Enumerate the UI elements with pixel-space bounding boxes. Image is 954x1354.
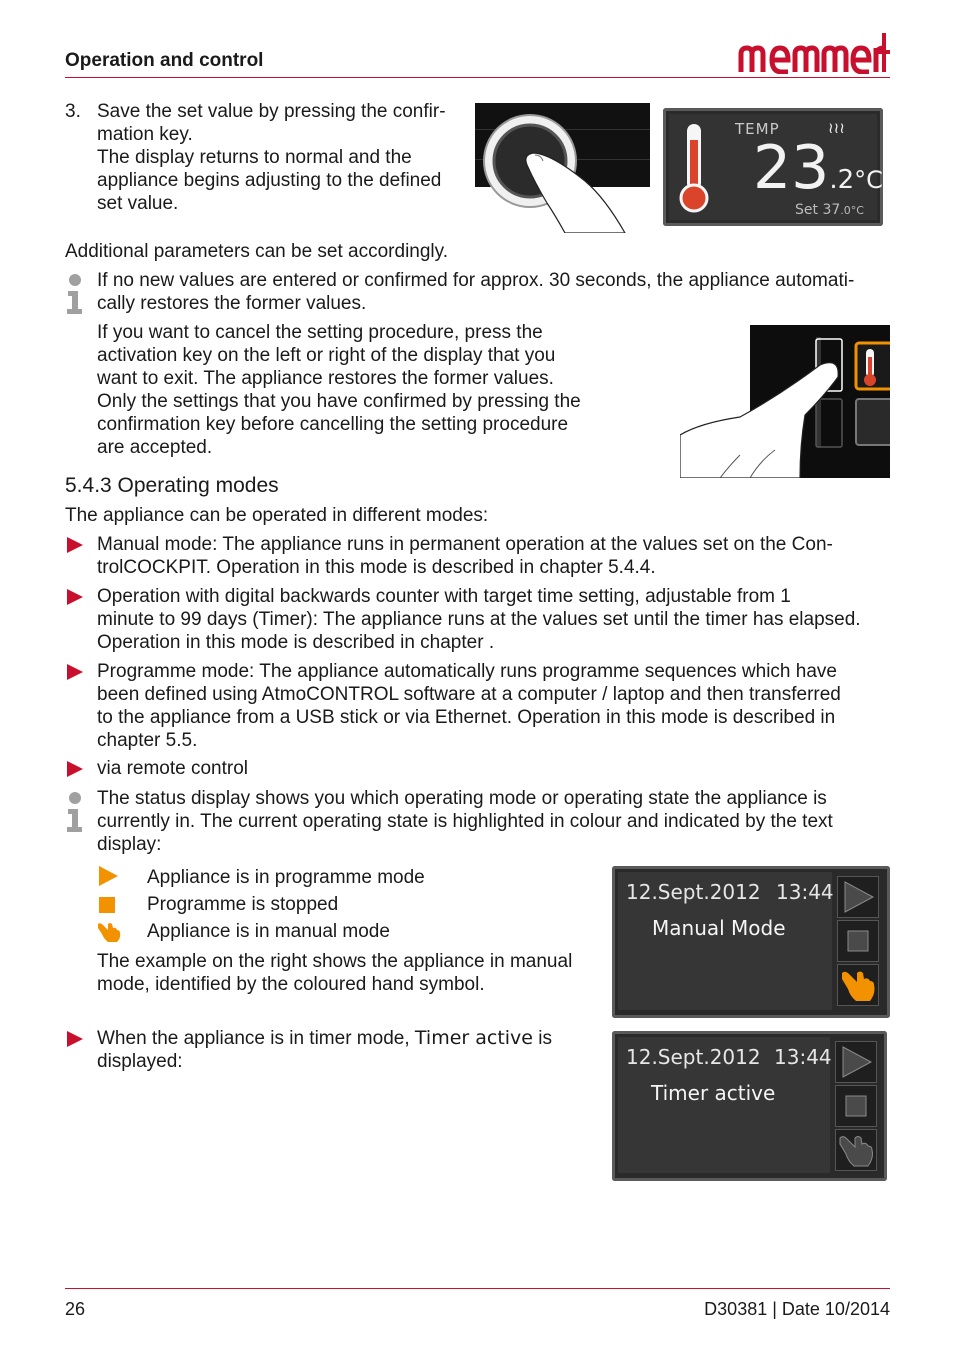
header-rule <box>65 77 890 78</box>
stop-icon <box>836 1086 876 1126</box>
stop-button[interactable] <box>835 1085 877 1127</box>
legend-manual-mode: Appliance is in manual mode <box>147 921 390 942</box>
bullet-arrow-icon <box>66 536 84 554</box>
play-icon <box>96 864 122 888</box>
bullet-timer-mode: Operation with digital backwards counter with target time setting, adjustable from 1 minute to 99 days (Timer): The appliance runs at the values set until the timer has elapsed. Operation in this mode is described in chapter . <box>97 586 861 653</box>
step-number: 3. <box>65 101 81 122</box>
hand-icon <box>836 1130 876 1170</box>
section-heading: 5.4.3 Operating modes <box>65 474 279 497</box>
info-text-timeout: If no new values are entered or confirmed for approx. 30 seconds, the appliance automati- cally restores the former values. <box>97 270 855 314</box>
memmert-logo <box>738 30 890 74</box>
manual-mode-button[interactable] <box>837 964 879 1006</box>
step-3-text: Save the set value by pressing the confir- mation key. The display returns to normal and the appliance begins adjusting to the defined set value. <box>97 101 446 214</box>
activation-key-illustration <box>680 325 890 478</box>
status-display-manual <box>612 866 890 1018</box>
footer-rule <box>65 1288 890 1289</box>
status-mode-text: Timer active <box>651 1081 776 1105</box>
info-text-status-display: The status display shows you which operating mode or operating state the appliance is currently in. The current operating state is highlighted in colour and indicated by the text display: <box>97 788 833 855</box>
additional-parameters-text: Additional parameters can be set accordingly. <box>65 241 449 262</box>
cancel-procedure-text: If you want to cancel the setting procedure, press the activation key on the left or right of the display that you want to exit. The appliance restores the former values. Only the settings that you have confirmed by pressing the confirmation key before cancelling the setting procedure are accepted. <box>97 322 581 458</box>
status-date: 12.Sept.2012 <box>626 1045 761 1069</box>
timer-mode-text: When the appliance is in timer mode, Timer active is displayed: <box>97 1027 552 1072</box>
bullet-arrow-icon <box>66 760 84 778</box>
play-icon <box>836 1042 876 1082</box>
status-time: 13:44 <box>774 1045 832 1069</box>
example-text: The example on the right shows the appliance in manual mode, identified by the coloured hand symbol. <box>97 951 573 995</box>
play-icon <box>838 877 878 917</box>
status-date: 12.Sept.2012 <box>626 880 761 904</box>
page-number: 26 <box>65 1299 86 1319</box>
heating-icon: ≀≀≀ <box>828 120 845 137</box>
bullet-arrow-icon <box>66 588 84 606</box>
hand-icon <box>838 965 878 1005</box>
bullet-arrow-icon <box>66 1030 84 1048</box>
bullet-arrow-icon <box>66 663 84 681</box>
stop-button[interactable] <box>837 920 879 962</box>
play-button[interactable] <box>837 876 879 918</box>
info-icon <box>64 273 86 317</box>
temp-label: TEMP <box>735 120 780 138</box>
status-display-timer <box>612 1031 887 1181</box>
document-reference: D30381 | Date 10/2014 <box>704 1299 890 1319</box>
stop-icon <box>838 921 878 961</box>
legend-programme-mode: Appliance is in programme mode <box>147 867 425 888</box>
thermometer-icon <box>677 122 711 214</box>
temp-setpoint: Set 37.0°C <box>795 202 864 218</box>
status-mode-text: Manual Mode <box>652 916 786 940</box>
status-time: 13:44 <box>776 880 834 904</box>
stop-icon <box>96 893 122 917</box>
legend-programme-stopped: Programme is stopped <box>147 894 339 915</box>
play-button[interactable] <box>835 1041 877 1083</box>
page-header-title: Operation and control <box>65 50 264 71</box>
confirmation-key-illustration <box>475 103 650 233</box>
bullet-manual-mode: Manual mode: The appliance runs in permanent operation at the values set on the Con- trolCOCKPIT. Operation in this mode is described in chapter 5.4.4. <box>97 534 833 578</box>
temp-value: 23.2°C <box>753 133 883 203</box>
hand-icon <box>96 919 122 943</box>
temperature-display <box>663 108 883 226</box>
manual-mode-button[interactable] <box>835 1129 877 1171</box>
bullet-programme-mode: Programme mode: The appliance automatically runs programme sequences which have been defined using AtmoCONTROL software at a computer / laptop and then transferred to the appliance from a USB stick or via Ethernet. Operation in this mode is described in chapter 5.5. <box>97 661 841 751</box>
info-icon <box>64 791 86 835</box>
modes-intro-text: The appliance can be operated in different modes: <box>65 505 489 526</box>
bullet-remote-control: via remote control <box>97 758 249 779</box>
